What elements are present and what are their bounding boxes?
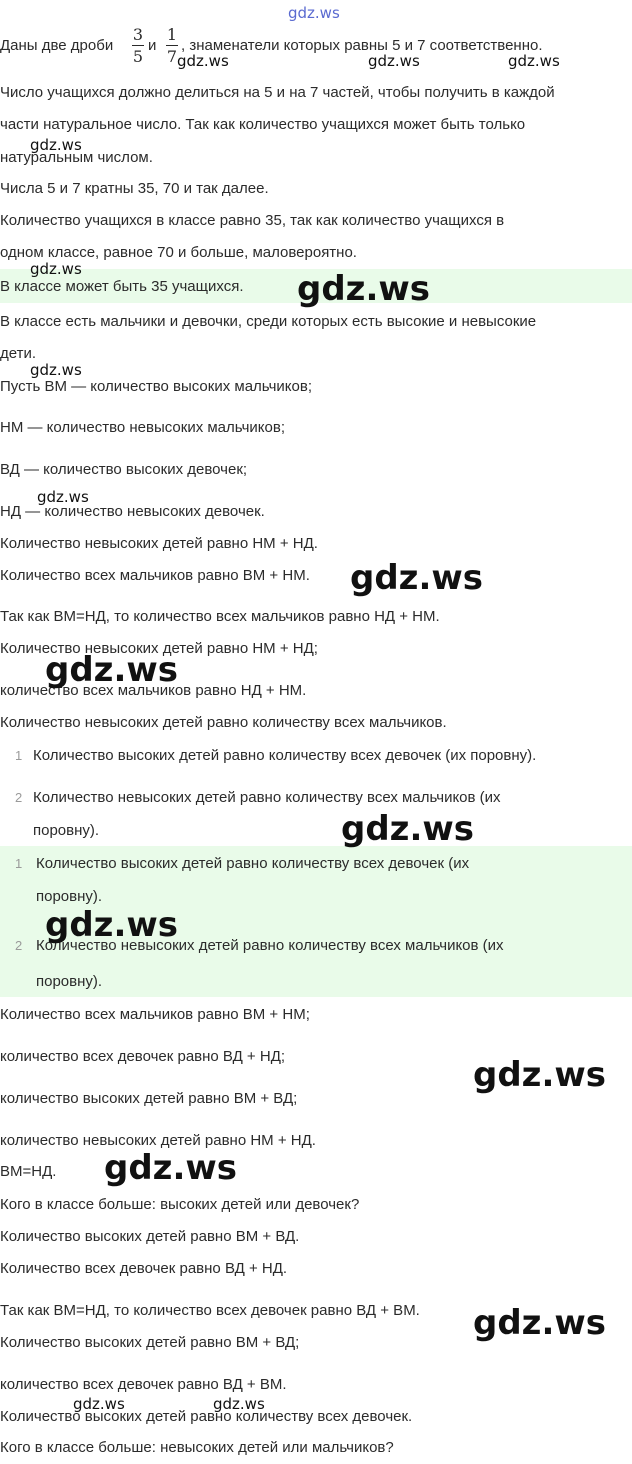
paragraph-line: Кого в классе больше: высоких детей или девочек? [0,1196,360,1213]
watermark-small: gdz.ws [30,136,82,154]
paragraph-line: количество всех девочек равно ВД + НД; [0,1048,286,1065]
watermark-small: gdz.ws [30,361,82,379]
paragraph-line: ВД — количество высоких девочек; [0,461,248,478]
paragraph-line: Количество всех девочек равно ВД + НД. [0,1260,288,1277]
paragraph-line: натуральным числом. [0,149,153,166]
paragraph-line: дети. [0,345,37,362]
list-item-continued: поровну). [36,888,103,905]
paragraph-line: количество всех девочек равно ВД + ВМ. [0,1376,287,1393]
paragraph-line: В классе есть мальчики и девочки, среди которых есть высокие и невысокие [0,313,537,330]
watermark-small: gdz.ws [30,260,82,278]
list-item: Количество высоких детей равно количеству всех девочек (их поровну). [33,747,537,764]
paragraph-line: Так как ВМ=НД, то количество всех мальчиков равно НД + НМ. [0,608,440,625]
watermark-large: gdz.ws [297,269,431,309]
paragraph-line: Количество невысоких детей равно количеству всех мальчиков. [0,714,447,731]
paragraph-line: количество невысоких детей равно НМ + НД. [0,1132,316,1149]
list-item: Количество невысоких детей равно количеству всех мальчиков (их [33,789,501,806]
list-number: 1 [15,748,23,763]
watermark-large: gdz.ws [350,558,484,598]
paragraph-line: Количество всех мальчиков равно ВМ + НМ; [0,1006,310,1023]
list-number: 2 [15,938,23,953]
paragraph-line: Количество всех мальчиков равно ВМ + НМ. [0,567,310,584]
watermark-small: gdz.ws [37,488,89,506]
list-item-continued: поровну). [36,973,103,990]
paragraph-line: Количество невысоких детей равно НМ + НД. [0,535,318,552]
paragraph-line: НД — количество невысоких девочек. [0,503,265,520]
list-item: Количество невысоких детей равно количеству всех мальчиков (их [36,937,504,954]
watermark-small: gdz.ws [213,1395,265,1413]
list-number: 2 [15,790,23,805]
intro-text-a: Даны две дроби [0,37,114,54]
list-item: Количество высоких детей равно количеству всех девочек (их [36,855,470,872]
paragraph-line: ВМ=НД. [0,1163,57,1180]
paragraph-line: Количество высоких детей равно ВМ + ВД; [0,1334,300,1351]
watermark-large: gdz.ws [473,1055,607,1095]
paragraph-line: Количество учащихся в классе равно 35, так как количество учащихся в [0,212,505,229]
paragraph-line: Так как ВМ=НД, то количество всех девочек равно ВД + ВМ. [0,1302,420,1319]
paragraph-line: Число учащихся должно делиться на 5 и на 7 частей, чтобы получить в каждой [0,84,555,101]
watermark-small: gdz.ws [73,1395,125,1413]
watermark-large: gdz.ws [104,1148,238,1188]
paragraph-line: количество всех мальчиков равно НД + НМ. [0,682,307,699]
watermark-small: gdz.ws [368,52,420,70]
watermark-small: gdz.ws [508,52,560,70]
paragraph-line: Пусть ВМ — количество высоких мальчиков; [0,378,313,395]
watermark-large: gdz.ws [341,809,475,849]
paragraph-line: Количество высоких детей равно количеству всех девочек. [0,1408,413,1425]
intro-text-b: и [148,37,157,54]
paragraph-line: Количество невысоких детей равно НМ + НД; [0,640,318,657]
answer-line: В классе может быть 35 учащихся. [0,278,244,295]
watermark-large: gdz.ws [45,650,179,690]
watermark-large: gdz.ws [45,905,179,945]
paragraph-line: количество высоких детей равно ВМ + ВД; [0,1090,298,1107]
paragraph-line: Количество высоких детей равно ВМ + ВД. [0,1228,300,1245]
watermark-small: gdz.ws [177,52,229,70]
watermark-top: gdz.ws [288,4,340,22]
list-number: 1 [15,856,23,871]
watermark-large: gdz.ws [473,1303,607,1343]
paragraph-line: Числа 5 и 7 кратны 35, 70 и так далее. [0,180,269,197]
paragraph-line: одном классе, равное 70 и больше, маловероятно. [0,244,357,261]
paragraph-line: части натуральное число. Так как количество учащихся может быть только [0,116,526,133]
list-item-continued: поровну). [33,822,100,839]
paragraph-line: Кого в классе больше: невысоких детей или мальчиков? [0,1439,394,1456]
paragraph-line: НМ — количество невысоких мальчиков; [0,419,285,436]
intro-text-c: , знаменатели которых равны 5 и 7 соответственно. [181,37,543,54]
